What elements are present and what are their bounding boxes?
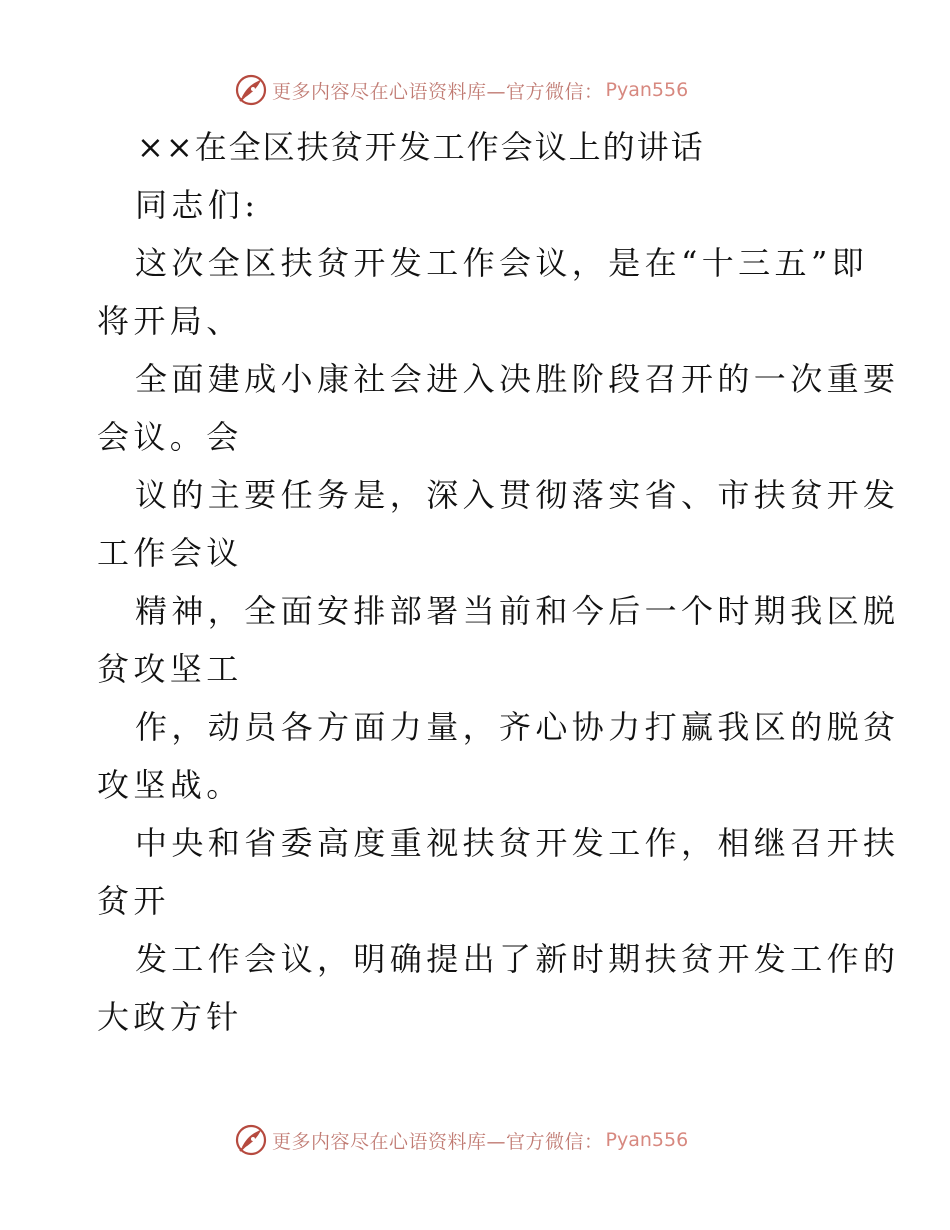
body-line: 贫开 (97, 882, 170, 920)
watermark-wechat-id: Pyan556 (605, 79, 689, 101)
body-line: 将开局、 (97, 302, 243, 340)
watermark-text: 更多内容尽在心语资料库—官方微信： (272, 1130, 604, 1153)
body-line: 攻坚战。 (97, 766, 243, 804)
body-line: 同志们: (135, 186, 260, 224)
watermark-text: 更多内容尽在心语资料库—官方微信： (272, 80, 604, 103)
body-line: 这次全区扶贫开发工作会议，是在“十三五”即 (135, 244, 869, 282)
document-title: ××在全区扶贫开发工作会议上的讲话 (137, 128, 705, 166)
body-line: 贫攻坚工 (97, 650, 243, 688)
body-line: 会议。会 (97, 418, 243, 456)
body-line: 全面建成小康社会进入决胜阶段召开的一次重要 (135, 360, 900, 398)
body-line: 精神，全面安排部署当前和今后一个时期我区脱 (135, 592, 900, 630)
watermark-wechat-id: Pyan556 (605, 1129, 689, 1151)
body-line: 工作会议 (97, 534, 243, 572)
pen-logo-icon (234, 1123, 268, 1157)
body-line: 议的主要任务是，深入贯彻落实省、市扶贫开发 (135, 476, 900, 514)
pen-logo-icon (234, 73, 268, 107)
footer-watermark (234, 1123, 688, 1157)
body-line: 大政方针 (97, 998, 243, 1036)
body-line: 发工作会议，明确提出了新时期扶贫开发工作的 (135, 940, 900, 978)
body-line: 中央和省委高度重视扶贫开发工作，相继召开扶 (135, 824, 900, 862)
body-line: 作，动员各方面力量，齐心协力打赢我区的脱贫 (135, 708, 900, 746)
header-watermark (234, 73, 688, 107)
document-body (97, 118, 900, 1046)
